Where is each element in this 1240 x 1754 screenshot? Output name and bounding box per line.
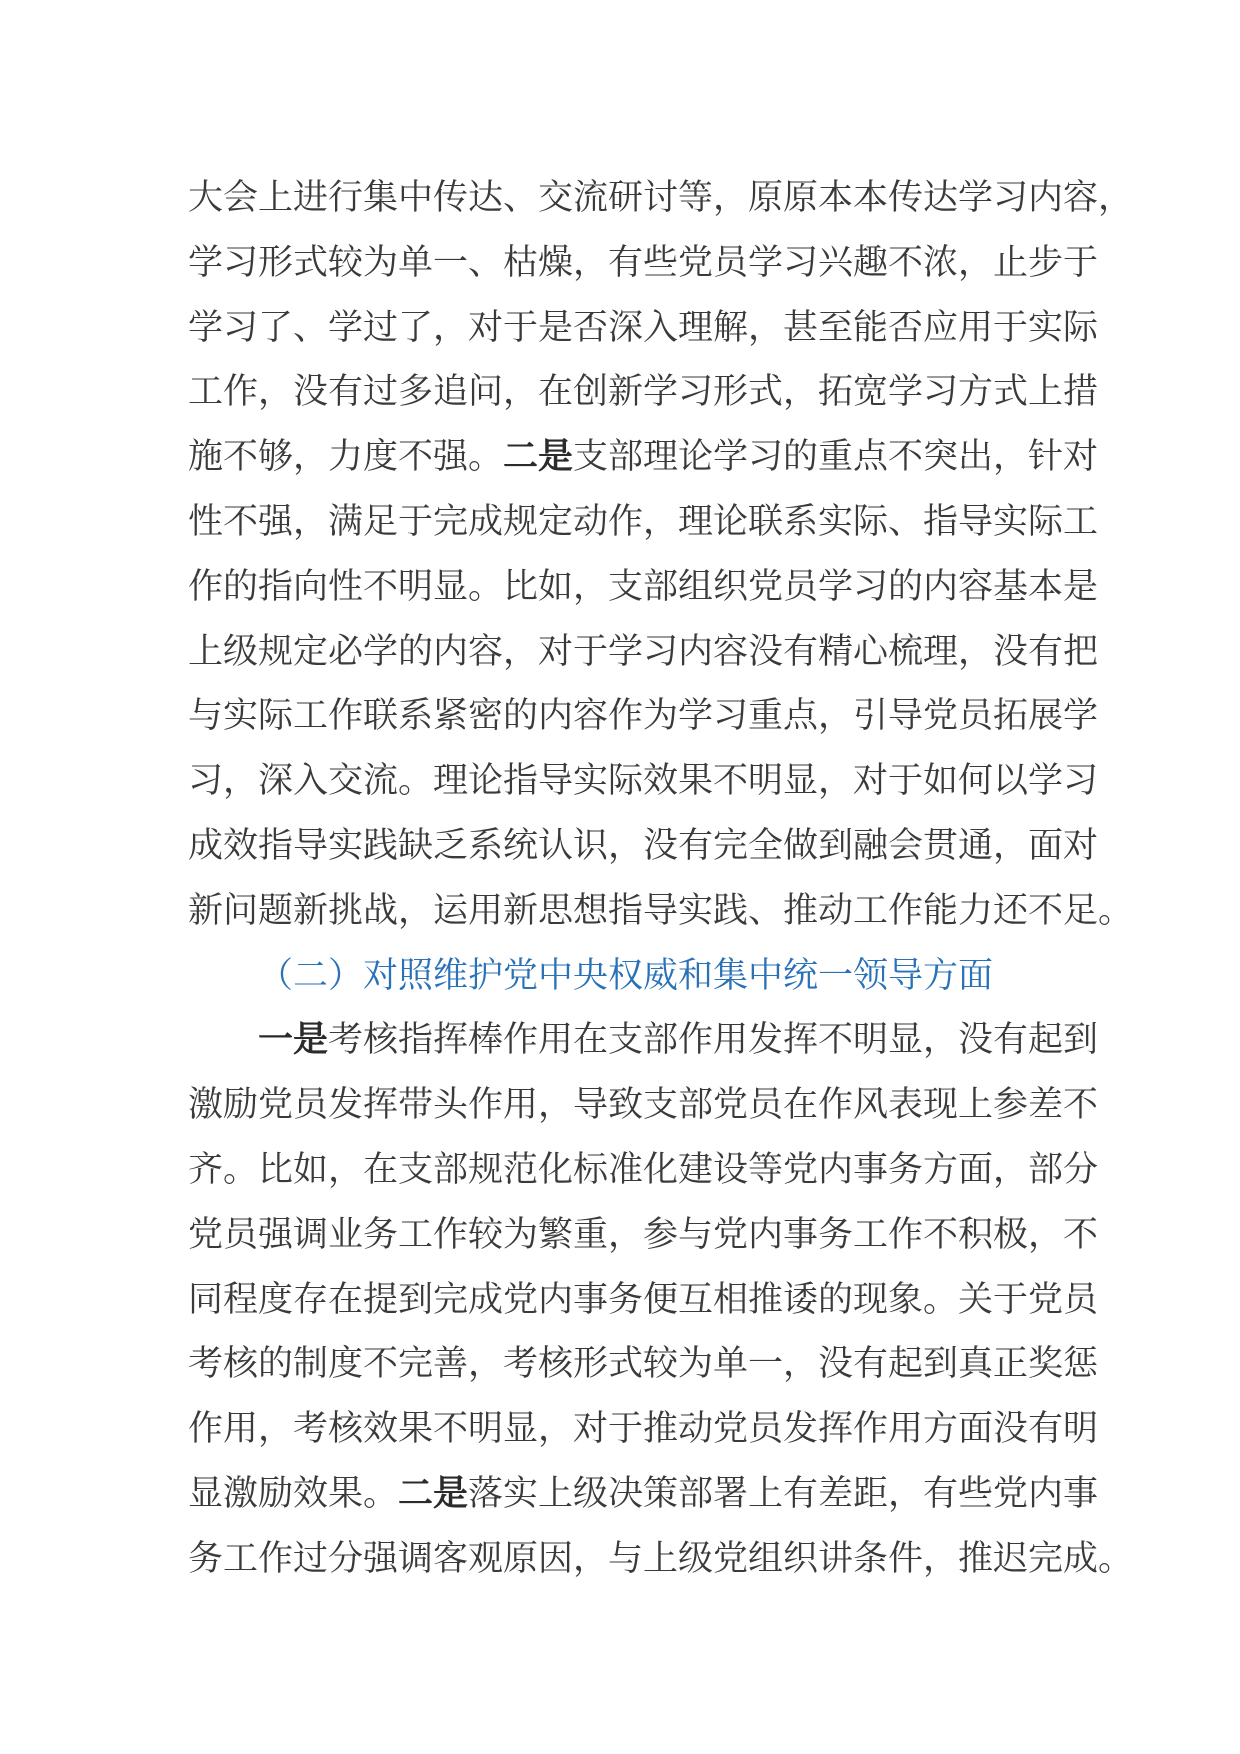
text-line: 成效指导实践缺乏系统认识，没有完全做到融会贯通，面对 [188, 825, 1099, 866]
text-line: 学习了、学过了，对于是否深入理解，甚至能否应用于实际 [188, 307, 1099, 348]
text-span: 施不够，力度不强。 [188, 437, 504, 478]
text-line: 大会上进行集中传达、交流研讨等，原原本本传达学习内容， [188, 178, 1134, 218]
text-line: 学习形式较为单一、枯燥，有些党员学习兴趣不浓，止步于 [188, 242, 1099, 283]
text-line: 务工作过分强调客观原因，与上级党组织讲条件，推迟完成。 [188, 1538, 1134, 1579]
text-line: 齐。比如，在支部规范化标准化建设等党内事务方面，部分 [188, 1149, 1099, 1190]
text-line: 性不强，满足于完成规定动作，理论联系实际、指导实际工 [188, 501, 1099, 542]
text-line: 作的指向性不明显。比如，支部组织党员学习的内容基本是 [188, 566, 1099, 607]
text-line: 与实际工作联系紧密的内容作为学习重点，引导党员拓展学 [188, 696, 1099, 737]
text-line: 上级规定必学的内容，对于学习内容没有精心梳理，没有把 [188, 631, 1099, 672]
text-line: 激励党员发挥带头作用，导致支部党员在作风表现上参差不 [188, 1085, 1099, 1126]
text-span: 显激励效果。 [188, 1473, 399, 1514]
document-body [188, 166, 1134, 1592]
bold-marker: 二是 [503, 437, 574, 478]
text-line: 工作，没有过多追问，在创新学习形式，拓宽学习方式上措 [188, 372, 1099, 413]
text-line [188, 425, 1099, 490]
paragraph-2 [188, 1008, 1134, 1591]
bold-marker: 一是 [258, 1020, 329, 1061]
bold-marker: 二是 [398, 1473, 469, 1514]
text-span: 支部理论学习的重点不突出，针对 [573, 437, 1099, 478]
text-line: 党员强调业务工作较为繁重，参与党内事务工作不积极，不 [188, 1214, 1099, 1255]
text-line: 新问题新挑战，运用新思想指导实践、推动工作能力还不足。 [188, 890, 1134, 931]
text-line: 考核的制度不完善，考核形式较为单一，没有起到真正奖惩 [188, 1344, 1099, 1385]
text-line [188, 1008, 1099, 1073]
text-span: 落实上级决策部署上有差距，有些党内事 [468, 1473, 1099, 1514]
section-heading: （二）对照维护党中央权威和集中统一领导方面 [258, 955, 994, 996]
text-line: 同程度存在提到完成党内事务便互相推诿的现象。关于党员 [188, 1279, 1099, 1320]
text-span: 考核指挥棒作用在支部作用发挥不明显，没有起到 [328, 1020, 1099, 1061]
text-line [188, 1462, 1099, 1527]
paragraph-1 [188, 166, 1134, 944]
text-line: 作用，考核效果不明显，对于推动党员发挥作用方面没有明 [188, 1409, 1099, 1450]
text-line: 习，深入交流。理论指导实际效果不明显，对于如何以学习 [188, 761, 1099, 802]
